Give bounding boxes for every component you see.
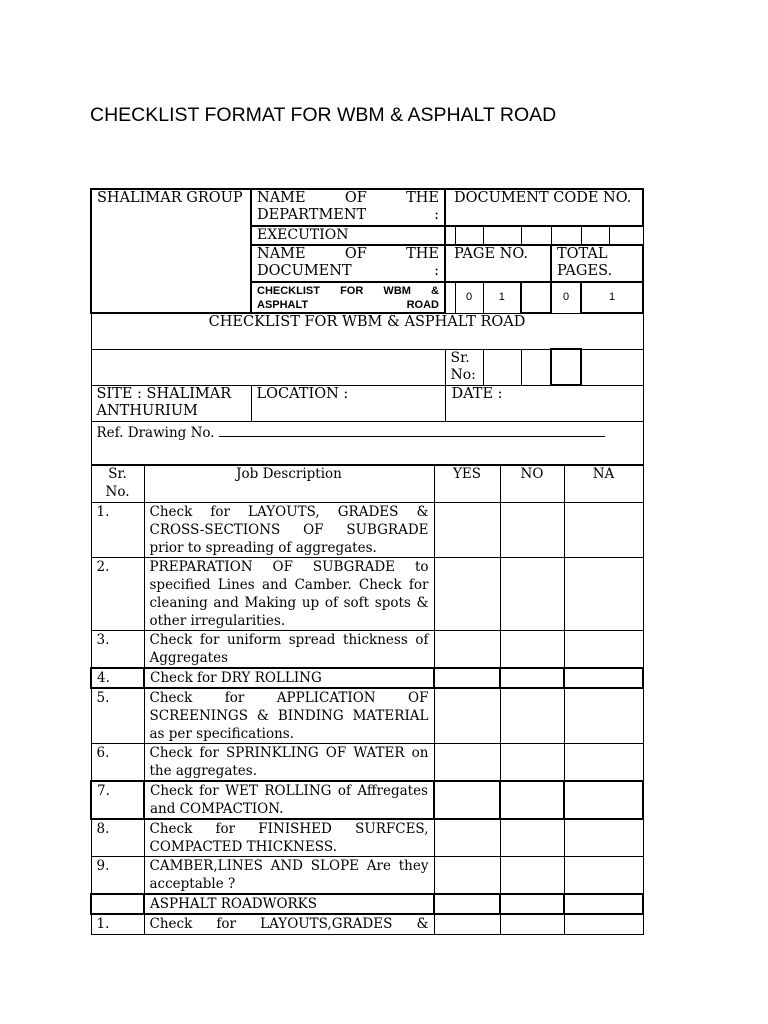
no-cell[interactable] [500,744,564,782]
row-number: 2. [91,558,144,631]
row-number: 3. [91,631,144,669]
site-label: SITE : SHALIMAR ANTHURIUM [91,385,251,421]
department-label: NAME OF THE DEPARTMENT : [251,189,445,226]
row-description: CAMBER,LINES AND SLOPE Are they acceptable ? [144,857,434,895]
no-cell[interactable] [500,631,564,669]
yes-cell[interactable] [434,894,500,914]
na-cell[interactable] [564,744,643,782]
na-cell[interactable] [564,503,643,558]
page-box [445,282,455,313]
table-row [91,503,643,558]
na-cell[interactable] [564,819,643,857]
yes-cell[interactable] [434,819,500,857]
table-row [91,558,643,631]
na-cell[interactable] [564,631,643,669]
row-description: Check for DRY ROLLING [144,668,434,688]
location-label: LOCATION : [251,385,445,421]
yes-cell[interactable] [434,914,500,934]
yes-cell[interactable] [434,857,500,895]
yes-cell[interactable] [434,558,500,631]
department-value: EXECUTION [251,226,445,245]
row-description: Check for uniform spread thickness of Aggregates [144,631,434,669]
col-header-sr-no: Sr. No. [91,465,144,503]
total-pages-digit: 0 [551,282,581,313]
yes-cell[interactable] [434,781,500,819]
table-row [91,631,643,669]
na-cell[interactable] [564,857,643,895]
col-header-job-description: Job Description [144,465,434,503]
yes-cell[interactable] [434,503,500,558]
blank-cell [91,349,445,385]
total-pages-label: TOTAL PAGES. [551,245,643,282]
row-number: 1. [91,503,144,558]
row-description: Check for WET ROLLING of Affregates and COMPACTION. [144,781,434,819]
col-header-na: NA [564,465,643,503]
ref-drawing-label: Ref. Drawing No. [96,424,215,441]
sr-no-box [581,349,643,385]
table-row [91,744,643,782]
yes-cell[interactable] [434,744,500,782]
company-name: SHALIMAR GROUP [91,189,251,313]
table-row [91,819,643,857]
code-box [455,226,483,245]
code-box [609,226,643,245]
no-cell[interactable] [500,914,564,934]
no-cell[interactable] [500,558,564,631]
table-row [91,857,643,895]
row-number: 9. [91,857,144,895]
sr-no-box [551,349,581,385]
table-row [91,894,643,914]
date-label: DATE : [445,385,643,421]
yes-cell[interactable] [434,688,500,744]
row-description: PREPARATION OF SUBGRADE to specified Lines and Camber. Check for cleaning and Making up of soft spots & other irregularities. [144,558,434,631]
na-cell[interactable] [564,781,643,819]
page-no-label: PAGE NO. [445,245,551,282]
col-header-yes: YES [434,465,500,503]
yes-cell[interactable] [434,631,500,669]
checklist-title: CHECKLIST FOR WBM & ASPHALT ROAD [91,313,643,349]
no-cell[interactable] [500,857,564,895]
row-description: Check for APPLICATION OF SCREENINGS & BINDING MATERIAL as per specifications. [144,688,434,744]
page-no-digit: 0 [455,282,483,313]
section-heading-asphalt: ASPHALT ROADWORKS [144,894,434,914]
no-cell[interactable] [500,688,564,744]
page-title: CHECKLIST FORMAT FOR WBM & ASPHALT ROAD [90,104,557,126]
yes-cell[interactable] [434,668,500,688]
row-number: 6. [91,744,144,782]
row-number: 5. [91,688,144,744]
sr-no-label: Sr. No: [445,349,483,385]
document-name-label: NAME OF THE DOCUMENT : [251,245,445,282]
na-cell[interactable] [564,668,643,688]
no-cell[interactable] [500,503,564,558]
col-header-no: NO [500,465,564,503]
row-number [91,894,144,914]
table-row [91,688,643,744]
no-cell[interactable] [500,781,564,819]
row-description: Check for LAYOUTS, GRADES & CROSS-SECTIONS OF SUBGRADE prior to spreading of aggregates. [144,503,434,558]
no-cell[interactable] [500,894,564,914]
table-row [91,914,643,934]
row-number: 1. [91,914,144,934]
no-cell[interactable] [500,819,564,857]
na-cell[interactable] [564,914,643,934]
code-box [521,226,551,245]
row-description: Check for SPRINKLING OF WATER on the aggregates. [144,744,434,782]
code-box [581,226,609,245]
na-cell[interactable] [564,894,643,914]
row-number: 8. [91,819,144,857]
document-name-value: CHECKLIST FOR WBM & ASPHALT ROAD [251,282,445,313]
table-row [91,668,643,688]
no-cell[interactable] [500,668,564,688]
sr-no-box [521,349,551,385]
sr-no-box [483,349,521,385]
document-header-table [90,188,644,466]
page-no-digit: 1 [483,282,521,313]
page-box [521,282,551,313]
na-cell[interactable] [564,558,643,631]
code-box [483,226,521,245]
row-description: Check for FINISHED SURFCES, COMPACTED THICKNESS. [144,819,434,857]
row-number: 7. [91,781,144,819]
ref-drawing-line [219,424,605,437]
checklist-table [90,464,644,935]
code-box [551,226,581,245]
code-box [445,226,455,245]
row-number: 4. [91,668,144,688]
total-pages-digit: 1 [581,282,643,313]
na-cell[interactable] [564,688,643,744]
row-description: Check for LAYOUTS,GRADES & [144,914,434,934]
table-row [91,781,643,819]
document-code-label: DOCUMENT CODE NO. [445,189,643,226]
